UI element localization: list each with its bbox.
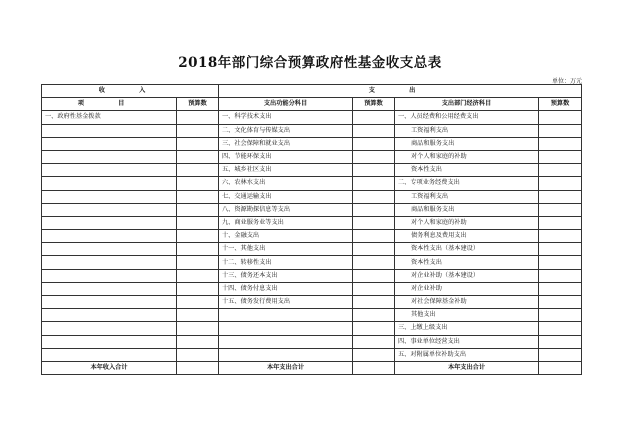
income-item-cell xyxy=(42,150,177,163)
income-budget-cell xyxy=(177,309,219,322)
table-row xyxy=(42,150,582,163)
table-row xyxy=(42,348,582,361)
func-item-header: 支出功能分科目 xyxy=(219,98,353,111)
table-row xyxy=(42,137,582,150)
income-budget-cell xyxy=(177,335,219,348)
table-row xyxy=(42,111,582,124)
econ-item-cell: 工资福利支出 xyxy=(395,190,539,203)
income-budget-cell xyxy=(177,203,219,216)
income-budget-cell xyxy=(177,269,219,282)
income-budget-cell xyxy=(177,282,219,295)
econ-budget-cell xyxy=(539,348,582,361)
income-item-cell xyxy=(42,164,177,177)
expenditure-header: 支 出 xyxy=(219,85,582,98)
table-row xyxy=(42,164,582,177)
econ-item-cell: 商品和服务支出 xyxy=(395,203,539,216)
income-total-label: 本年收入合计 xyxy=(42,361,177,374)
income-budget-header: 预算数 xyxy=(177,98,219,111)
income-budget-cell xyxy=(177,296,219,309)
income-item-cell xyxy=(42,348,177,361)
func-budget-cell xyxy=(353,150,395,163)
econ-item-cell: 四、事业单位经营支出 xyxy=(395,335,539,348)
func-budget-cell xyxy=(353,348,395,361)
income-budget-cell xyxy=(177,322,219,335)
income-item-cell xyxy=(42,203,177,216)
econ-budget-cell xyxy=(539,216,582,229)
income-item-cell xyxy=(42,230,177,243)
econ-total-label: 本年支出合计 xyxy=(395,361,539,374)
econ-item-cell: 三、上缴上级支出 xyxy=(395,322,539,335)
func-item-cell: 三、社会保障和就业支出 xyxy=(219,137,353,150)
func-item-cell xyxy=(219,309,353,322)
func-total-value xyxy=(353,361,395,374)
econ-budget-cell xyxy=(539,309,582,322)
table-row xyxy=(42,256,582,269)
func-item-cell xyxy=(219,322,353,335)
table-row xyxy=(42,230,582,243)
econ-item-cell: 对企业补助 xyxy=(395,282,539,295)
income-budget-cell xyxy=(177,150,219,163)
func-item-cell: 七、交通运输支出 xyxy=(219,190,353,203)
func-budget-cell xyxy=(353,296,395,309)
func-budget-cell xyxy=(353,282,395,295)
table-row xyxy=(42,269,582,282)
func-budget-cell xyxy=(353,216,395,229)
table-row xyxy=(42,243,582,256)
func-item-cell: 十二、转移性支出 xyxy=(219,256,353,269)
func-budget-cell xyxy=(353,164,395,177)
func-budget-header: 预算数 xyxy=(353,98,395,111)
econ-budget-cell xyxy=(539,164,582,177)
table-row xyxy=(42,322,582,335)
econ-budget-cell xyxy=(539,150,582,163)
func-budget-cell xyxy=(353,137,395,150)
table-row xyxy=(42,177,582,190)
page-title: 2018年部门综合预算政府性基金收支总表 xyxy=(178,55,442,71)
income-item-cell xyxy=(42,137,177,150)
table-row xyxy=(42,216,582,229)
econ-budget-cell xyxy=(539,111,582,124)
func-budget-cell xyxy=(353,243,395,256)
func-item-cell xyxy=(219,348,353,361)
income-budget-cell xyxy=(177,216,219,229)
func-total-label: 本年支出合计 xyxy=(219,361,353,374)
header-row-1 xyxy=(42,85,582,98)
func-item-cell: 一、科学技术支出 xyxy=(219,111,353,124)
econ-item-cell: 五、对附属单位补助支出 xyxy=(395,348,539,361)
econ-budget-cell xyxy=(539,230,582,243)
totals-row xyxy=(42,361,582,374)
func-budget-cell xyxy=(353,256,395,269)
income-item-cell xyxy=(42,282,177,295)
budget-table xyxy=(41,84,582,375)
econ-item-cell: 对个人和家庭的补助 xyxy=(395,216,539,229)
econ-item-cell: 对企业补助（基本建设） xyxy=(395,269,539,282)
func-budget-cell xyxy=(353,269,395,282)
income-budget-cell xyxy=(177,124,219,137)
econ-item-cell: 工资福利支出 xyxy=(395,124,539,137)
econ-budget-cell xyxy=(539,269,582,282)
income-budget-cell xyxy=(177,164,219,177)
econ-item-cell: 其他支出 xyxy=(395,309,539,322)
table-row xyxy=(42,296,582,309)
table-row xyxy=(42,335,582,348)
income-total-value xyxy=(177,361,219,374)
econ-item-cell: 对个人和家庭的补助 xyxy=(395,150,539,163)
func-budget-cell xyxy=(353,322,395,335)
econ-budget-cell xyxy=(539,243,582,256)
table-row xyxy=(42,190,582,203)
econ-item-cell: 对社会保障基金补助 xyxy=(395,296,539,309)
func-item-cell: 二、文化体育与传媒支出 xyxy=(219,124,353,137)
econ-item-cell: 资本性支出（基本建设） xyxy=(395,243,539,256)
income-item-cell xyxy=(42,216,177,229)
func-item-cell: 九、商业服务业等支出 xyxy=(219,216,353,229)
func-budget-cell xyxy=(353,203,395,216)
item-header: 项 目 xyxy=(42,98,177,111)
income-budget-cell xyxy=(177,243,219,256)
income-item-cell xyxy=(42,124,177,137)
econ-budget-cell xyxy=(539,256,582,269)
income-item-cell xyxy=(42,190,177,203)
income-item-cell xyxy=(42,243,177,256)
income-budget-cell xyxy=(177,230,219,243)
func-item-cell: 十、金融支出 xyxy=(219,230,353,243)
table-row xyxy=(42,203,582,216)
income-item-cell xyxy=(42,256,177,269)
income-header: 收 入 xyxy=(42,85,219,98)
func-item-cell: 五、城乡社区支出 xyxy=(219,164,353,177)
income-item-cell xyxy=(42,296,177,309)
econ-budget-header: 预算数 xyxy=(539,98,582,111)
income-item-cell xyxy=(42,177,177,190)
income-budget-cell xyxy=(177,348,219,361)
econ-total-value xyxy=(539,361,582,374)
func-item-cell: 十四、债务付息支出 xyxy=(219,282,353,295)
econ-item-cell: 资本性支出 xyxy=(395,164,539,177)
table-row xyxy=(42,124,582,137)
func-budget-cell xyxy=(353,309,395,322)
econ-budget-cell xyxy=(539,177,582,190)
econ-item-header: 支出部门经济科目 xyxy=(395,98,539,111)
unit-label: 单位：万元 xyxy=(551,78,582,85)
econ-budget-cell xyxy=(539,322,582,335)
income-item-cell: 一、政府性基金拨款 xyxy=(42,111,177,124)
income-budget-cell xyxy=(177,190,219,203)
func-budget-cell xyxy=(353,335,395,348)
income-budget-cell xyxy=(177,137,219,150)
table-row xyxy=(42,309,582,322)
econ-item-cell: 一、人员经费和公用经费支出 xyxy=(395,111,539,124)
econ-budget-cell xyxy=(539,282,582,295)
func-item-cell: 八、资源勘探信息等支出 xyxy=(219,203,353,216)
income-item-cell xyxy=(42,335,177,348)
header-row-2 xyxy=(42,98,582,111)
income-item-cell xyxy=(42,322,177,335)
econ-budget-cell xyxy=(539,190,582,203)
econ-budget-cell xyxy=(539,296,582,309)
income-item-cell xyxy=(42,269,177,282)
func-item-cell: 十五、债务发行费用支出 xyxy=(219,296,353,309)
econ-budget-cell xyxy=(539,137,582,150)
econ-item-cell: 债务利息及费用支出 xyxy=(395,230,539,243)
table-row xyxy=(42,282,582,295)
econ-item-cell: 二、专项业务经费支出 xyxy=(395,177,539,190)
func-item-cell: 四、节能环保支出 xyxy=(219,150,353,163)
econ-item-cell: 资本性支出 xyxy=(395,256,539,269)
econ-item-cell: 商品和服务支出 xyxy=(395,137,539,150)
func-item-cell: 六、农林水支出 xyxy=(219,177,353,190)
income-budget-cell xyxy=(177,177,219,190)
econ-budget-cell xyxy=(539,203,582,216)
func-budget-cell xyxy=(353,124,395,137)
income-budget-cell xyxy=(177,256,219,269)
func-item-cell: 十三、债务还本支出 xyxy=(219,269,353,282)
func-budget-cell xyxy=(353,230,395,243)
func-budget-cell xyxy=(353,190,395,203)
func-budget-cell xyxy=(353,111,395,124)
func-item-cell xyxy=(219,335,353,348)
func-budget-cell xyxy=(353,177,395,190)
func-item-cell: 十一、其他支出 xyxy=(219,243,353,256)
income-budget-cell xyxy=(177,111,219,124)
econ-budget-cell xyxy=(539,335,582,348)
econ-budget-cell xyxy=(539,124,582,137)
income-item-cell xyxy=(42,309,177,322)
